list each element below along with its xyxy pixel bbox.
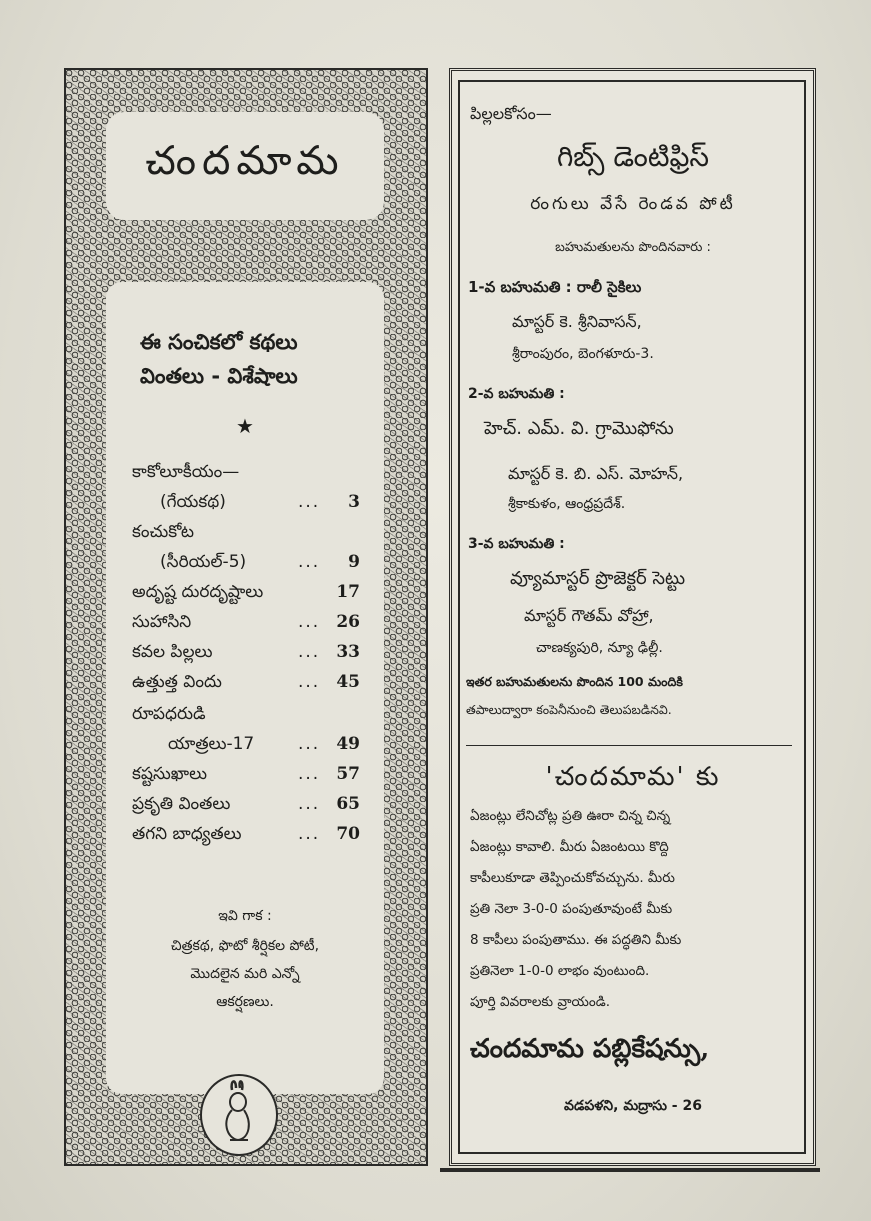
toc-entry-page: 9 [348, 552, 360, 572]
extras-line: ఆకర్షణలు. [216, 994, 274, 1010]
agent-notice-line: ఏజంట్లు కావాలి. మీరు ఏజంటయి కొద్ది [470, 839, 669, 855]
other-winners-line2: తపాలుద్వారా కంపెనీనుంచి తెలుపబడినవి. [466, 702, 672, 717]
toc-entry-title: తగని బాధ్యతలు [132, 824, 242, 844]
prize1-label: 1-వ బహుమతి : రాలీ సైకిలు [468, 278, 642, 296]
star-icon: ★ [236, 414, 254, 438]
extras-label: ఇవి గాక : [218, 908, 272, 924]
prize2-place: శ్రీకాకుళం, ఆంధ్రప్రదేశ్. [508, 496, 626, 512]
publisher-address: వడపళని, మద్రాసు - 26 [564, 1098, 702, 1114]
prize3-label: 3-వ బహుమతి : [468, 536, 565, 552]
toc-entry-title: కష్టసుఖాలు [132, 764, 208, 784]
prize3-place: చాణక్యపురి, న్యూ ఢిల్లీ. [536, 640, 663, 656]
toc-entry-title: సుహాసిని [132, 612, 192, 632]
prize3-item: వ్యూమాస్టర్ ప్రొజెక్టర్ సెట్టు [510, 568, 686, 589]
contents-heading-line1: ఈ సంచికలో కథలు [140, 330, 298, 354]
toc-entry-title: అదృష్ట దురదృష్టాలు [132, 582, 264, 602]
prize2-label: 2-వ బహుమతి : [468, 386, 565, 402]
extras-line: మొదలైన మరి ఎన్నో [190, 966, 300, 982]
toc-entry-leader: ... [298, 552, 321, 572]
agent-notice-line: ప్రతినెలా 1-0-0 లాభం వుంటుంది. [470, 963, 650, 979]
contest-title: రంగులు వేసే రెండవ పోటీ [530, 194, 736, 214]
contents-heading-line2: వింతలు - విశేషాలు [140, 364, 298, 388]
agent-notice-line: 8 కాపీలు పంపుతాము. ఈ పద్ధతిని మీకు [470, 932, 682, 948]
toc-entry-title: ప్రకృతి వింతలు [132, 794, 231, 814]
section-divider [466, 745, 792, 746]
magazine-title: చందమామ [145, 138, 345, 184]
toc-entry-leader: ... [298, 612, 321, 632]
toc-entry-leader: ... [298, 642, 321, 662]
kicker: పిల్లలకోసం— [470, 104, 552, 123]
toc-entry-leader: ... [298, 734, 321, 754]
toc-entry-page: 33 [336, 642, 360, 662]
toc-entry-title: కాకోలూకీయం— [132, 462, 240, 482]
toc-entry-leader: ... [298, 764, 321, 784]
toc-entry-page: 57 [336, 764, 360, 784]
rabbit-moon-logo-icon [200, 1074, 278, 1156]
publisher-name: చందమామ పబ్లికేషన్సు, [470, 1034, 710, 1064]
prize2-item: హెచ్. ఎమ్. వి. గ్రామొఫోను [484, 418, 674, 439]
toc-entry-page: 17 [336, 582, 360, 602]
agent-notice-line: పూర్తి వివరాలకు వ్రాయండి. [470, 994, 611, 1010]
toc-entry-page: 3 [348, 492, 360, 512]
toc-entry-title: రూపధరుడి [132, 704, 206, 724]
toc-entry-leader: ... [298, 492, 321, 512]
toc-entry-page: 49 [336, 734, 360, 754]
toc-entry-page: 70 [336, 824, 360, 844]
toc-entry-page: 65 [336, 794, 360, 814]
prize2-winner: మాస్టర్ కె. బి. ఎస్. మోహన్, [508, 464, 684, 483]
toc-entry-leader: ... [298, 824, 321, 844]
toc-entry-page: 26 [336, 612, 360, 632]
brand-name: గిబ్స్ డెంటిఫ్రిస్ [556, 140, 710, 173]
prize3-winner: మాస్టర్ గౌతమ్ వోహ్రా, [524, 606, 654, 625]
toc-entry-title: యాత్రలు-17 [168, 734, 255, 754]
prize1-place: శ్రీరాంపురం, బెంగళూరు-3. [512, 346, 654, 362]
toc-entry-page: 45 [336, 672, 360, 692]
prize1-winner: మాస్టర్ కె. శ్రీనివాసన్, [512, 312, 642, 331]
agent-heading: 'చందమామ' కు [545, 762, 721, 792]
toc-entry-leader: ... [298, 794, 321, 814]
toc-entry-title: (సీరియల్-5) [160, 552, 247, 572]
other-winners-line1: ఇతర బహుమతులను పొందిన 100 మందికి [466, 674, 683, 689]
toc-entry-title: ఉత్తుత్త విందు [132, 672, 222, 692]
toc-entry-title: కవల పిల్లలు [132, 642, 213, 662]
agent-notice-line: ఏజంట్లు లేనిచోట్ల ప్రతి ఊరా చిన్న చిన్న [470, 808, 671, 824]
masthead [106, 112, 384, 220]
toc-entry-title: కంచుకోట [132, 522, 195, 542]
toc-entry-title: (గేయకథ) [160, 492, 226, 512]
agent-notice-line: కాపీలుకూడా తెప్పించుకోవచ్చును. మీరు [470, 870, 675, 886]
bottom-rule [440, 1168, 820, 1172]
extras-line: చిత్రకథ, ఫొటో శీర్షికల పోటీ, [170, 938, 320, 954]
winners-label: బహుమతులను పొందినవారు : [555, 240, 711, 255]
agent-notice-line: ప్రతి నెలా 3-0-0 పంపుతూవుంటే మీకు [470, 901, 673, 917]
toc-entry-leader: ... [298, 672, 321, 692]
